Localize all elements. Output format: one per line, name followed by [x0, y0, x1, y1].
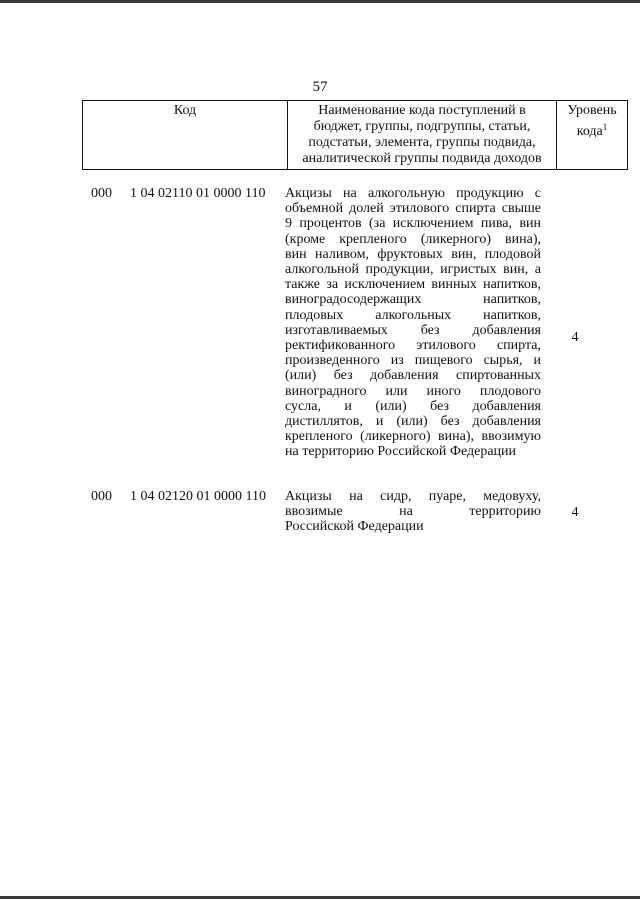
row-code: 1 04 02120 01 0000 110: [130, 489, 266, 504]
header-level-cell: [557, 101, 628, 170]
description-line: крепленого (ликерного) вина), ввозимую: [285, 429, 541, 445]
description-line: вин наливом, фруктовых вин, плодовой: [285, 246, 541, 262]
description-line: (кроме крепленого (ликерного) вина),: [285, 231, 541, 247]
description-line: на территорию Российской Федерации: [285, 444, 517, 460]
footnote-marker: 1: [602, 122, 608, 132]
description-line: алкогольной продукции, игристых вин, а: [285, 262, 541, 278]
header-name-cell: [288, 101, 557, 170]
description-line: виноградосодержащих напитков,: [285, 292, 541, 308]
header-level-label-2-text: кода: [576, 124, 603, 139]
description-line: 9 процентов (за исключением пива, вин: [285, 216, 541, 232]
description-line: (или) без добавления спиртованных: [285, 368, 541, 384]
header-level-label-2: [560, 119, 624, 140]
description-line: дистиллятов, и (или) без добавления: [285, 414, 541, 430]
header-level-label: Уровень: [567, 103, 617, 118]
header-name-line: подстатьи, элемента, группы подвида,: [308, 135, 536, 150]
description-line: ввозимые на территорию: [285, 504, 541, 520]
page-number: 57: [312, 79, 328, 95]
row-code: 1 04 02110 01 0000 110: [130, 186, 266, 201]
description-line: виноградного или иного плодового: [285, 383, 541, 399]
header-code-label: Код: [173, 103, 197, 118]
header-name-line: Наименование кода поступлений в: [318, 103, 526, 118]
description-line: объемной долей этилового спирта свыше: [285, 201, 541, 217]
description-line: сусла, и (или) без добавления: [285, 398, 541, 414]
header-code-cell: [83, 101, 288, 170]
description-line: также за исключением винных напитков,: [285, 277, 541, 293]
row-level: 4: [571, 505, 579, 520]
description-line: изготавливаемых без добавления: [285, 322, 541, 338]
header-name-line: аналитической группы подвида доходов: [302, 151, 542, 166]
table-header: [82, 100, 628, 170]
row-group-code: 000: [91, 489, 112, 504]
scan-edge-top: [0, 0, 640, 3]
row-level: 4: [571, 330, 579, 345]
row-description: [285, 186, 541, 460]
description-line: Российской Федерации: [285, 519, 424, 535]
row-description: [285, 489, 541, 535]
description-line: произведенного из пищевого сырья, и: [285, 353, 541, 369]
row-group-code: 000: [91, 186, 112, 201]
header-name-line: бюджет, группы, подгруппы, статьи,: [313, 119, 531, 134]
description-line: Акцизы на сидр, пуаре, медовуху,: [285, 489, 541, 504]
description-line: Акцизы на алкогольную продукцию с: [285, 186, 541, 201]
description-line: плодовых алкогольных напитков,: [285, 307, 541, 323]
description-line: ректификованного этилового спирта,: [285, 338, 541, 354]
